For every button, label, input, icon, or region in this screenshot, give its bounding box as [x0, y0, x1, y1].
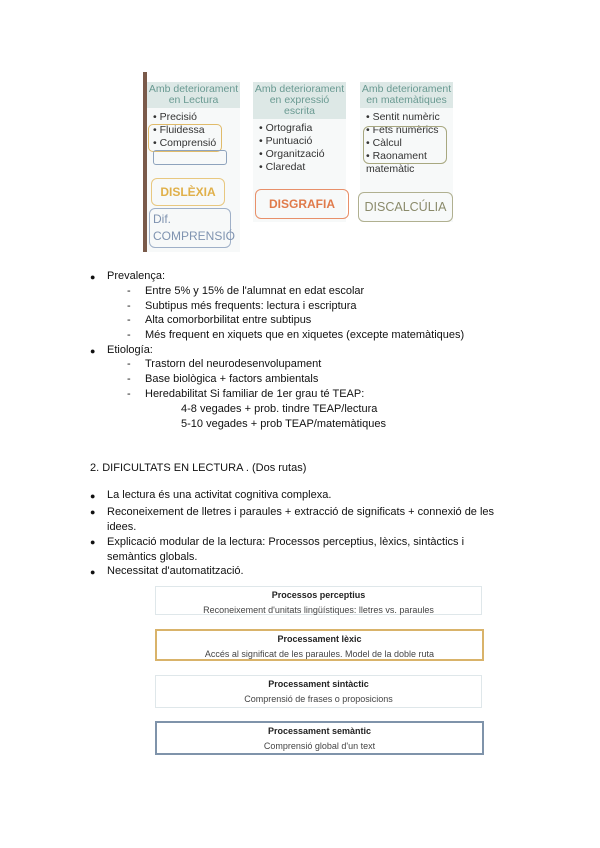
- list-item: • Raonament matemàtic: [366, 150, 453, 176]
- document-page: Amb deteriorament en Lectura • Precisió • Fluidessa • Comprensió DISLÈXIA Dif. COMPRENSIÓ Amb deteriorament en expressió escrita • Ortografia • Puntuació • Organització • Claredat DISGRAFIA Amb deteriorament en matemàtiques • Sentit numèric • Fets numèrics • Càlcul • Raonament matemàtic DISCALCÚLIA ● Prevalença: - Entre 5% y 15% de l'alumnat en edat escolar - Subtipus més frequents: lectura i escriptura - Alta comorborbilitat entre subtipus - Més frequent en xiquets que en xiquetes (excepte matemàtiques) ● Etiología: - Trastorn del neurodesenvolupament - Base biològica + factors ambientals - Heredabilitat Si familiar de 1er grau té TEAP: 4-8 vegades + prob. tindre TEAP/lectura 5-10 vegades + prob TEAP/matemàtiques 2. DIFICULTATS EN LECTURA . (Dos rutas) ● La lectura és una activitat cognitiva complexa. ● Reconeixement de lletres i paraules + extracció de significats + connexió de les idees. ● Explicació modular de la lectura: Processos perceptius, lèxics, sintàctics i semàntics globals. ● Necessitat d'automatització. Processos perceptius Reconeixement d'unitats lingüístiques: lletres vs. paraules Processament lèxic Accés al significat de les paraules. Model de la doble ruta Processament sintàctic Comprensió de frases o proposicions Processament semàntic Comprensió global d'un text: [0, 0, 600, 848]
- list-item: • Precisió: [153, 111, 240, 124]
- column-header: Amb deteriorament en Lectura: [148, 83, 239, 106]
- process-desc: Accés al significat de les paraules. Model de la doble ruta: [204, 649, 435, 659]
- list-item: Necessitat d'automatització.: [107, 565, 244, 577]
- list-item: Heredabilitat Si familiar de 1er grau té TEAP:: [145, 388, 365, 400]
- math-outline: [363, 126, 447, 164]
- section-heading: 2. DIFICULTATS EN LECTURA . (Dos rutas): [90, 462, 307, 474]
- list-item: 4-8 vegades + prob. tindre TEAP/lectura: [181, 403, 378, 415]
- process-desc: Comprensió de frases o proposicions: [244, 694, 393, 704]
- list-item: • Sentit numèric: [366, 111, 453, 124]
- list-item: • Càlcul: [366, 137, 453, 150]
- comprehension-outline: [153, 150, 227, 165]
- list-item: Entre 5% y 15% de l'alumnat en edat escolar: [145, 285, 365, 297]
- process-title: Processament sintàctic: [268, 679, 369, 689]
- list-item: Subtipus més frequents: lectura i escriptura: [145, 300, 357, 312]
- list-item: • Puntuació: [259, 135, 346, 148]
- list-item: • Ortografia: [259, 122, 346, 135]
- list-item: • Claredat: [259, 161, 346, 174]
- process-title: Processament semàntic: [267, 726, 372, 736]
- bullet-icon: ●: [90, 507, 96, 517]
- process-box-lexic: [155, 629, 484, 661]
- bullet-icon: ●: [90, 567, 96, 577]
- column-header: Amb deteriorament en matemàtiques: [361, 83, 452, 106]
- list-item: La lectura és una activitat cognitiva complexa.: [107, 489, 332, 501]
- list-item: Alta comorborbilitat entre subtipus: [145, 314, 312, 326]
- tag-discalculia: DISCALCÚLIA: [358, 192, 453, 222]
- bullet-icon: ●: [90, 272, 96, 282]
- list-item: 5-10 vegades + prob TEAP/matemàtiques: [181, 418, 386, 430]
- etiologia-label: Etiología:: [107, 344, 153, 356]
- list-item: • Fluidessa: [153, 124, 240, 137]
- precision-fluency-outline: [148, 124, 222, 152]
- column-header: Amb deteriorament en expressió escrita: [254, 83, 345, 117]
- bullet-icon: ●: [90, 537, 96, 547]
- list-item: Base biològica + factors ambientals: [145, 373, 319, 385]
- bullet-icon: ●: [90, 346, 96, 356]
- process-desc: Reconeixement d'unitats lingüístiques: lletres vs. paraules: [203, 605, 434, 615]
- process-box-semantic: [155, 721, 484, 755]
- process-title: Processos perceptius: [271, 590, 366, 600]
- learning-disorders-figure: [143, 72, 453, 252]
- list-item: Més frequent en xiquets que en xiquetes (excepte matemàtiques): [145, 329, 465, 341]
- tag-dif-comprensio: Dif. COMPRENSIÓ: [149, 208, 231, 248]
- list-item: • Comprensió: [153, 137, 240, 150]
- prevalenca-label: Prevalença:: [107, 270, 166, 282]
- list-item: • Fets numèrics: [366, 124, 453, 137]
- list-item: Reconeixement de lletres i paraules + extracció de significats + connexió de les idees.: [107, 506, 495, 533]
- bullet-icon: ●: [90, 491, 96, 501]
- tag-dislexia: DISLÈXIA: [151, 178, 225, 206]
- process-title: Processament lèxic: [277, 634, 362, 644]
- list-item: Trastorn del neurodesenvolupament: [145, 358, 322, 370]
- process-box-perceptius: [155, 586, 482, 615]
- list-item: Explicació modular de la lectura: Processos perceptius, lèxics, sintàctics i semàntics globals.: [107, 536, 465, 563]
- tag-disgrafia: DISGRAFIA: [255, 189, 349, 219]
- process-box-sintactic: [155, 675, 482, 708]
- list-item: • Organització: [259, 148, 346, 161]
- process-desc: Comprensió global d'un text: [263, 741, 376, 751]
